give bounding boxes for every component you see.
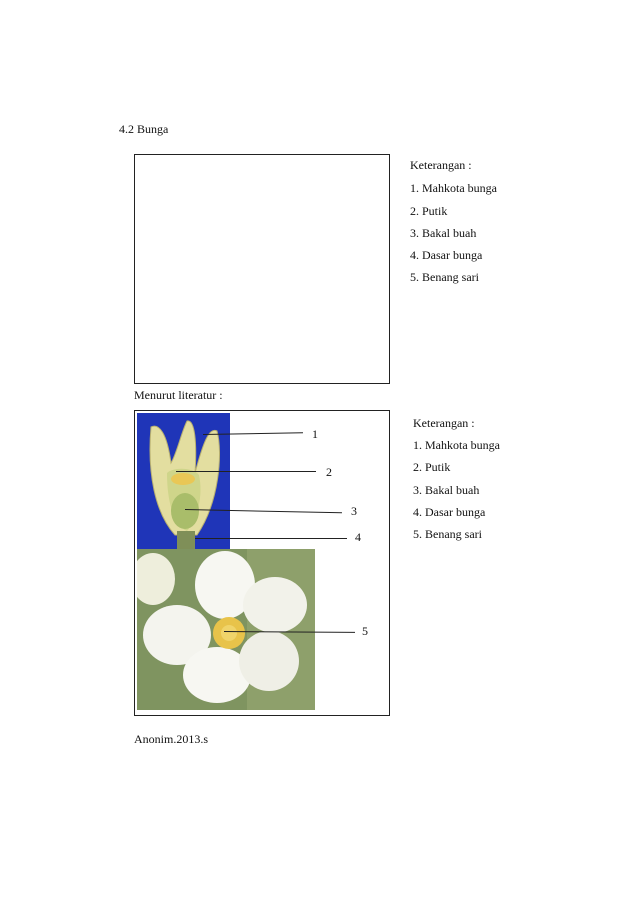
observation-legend-item: 5. Benang sari — [410, 270, 479, 284]
observation-legend-title: Keterangan : — [410, 158, 472, 172]
literature-legend-item: 5. Benang sari — [413, 527, 482, 541]
callout-number-2: 2 — [326, 465, 332, 479]
observation-legend-item: 4. Dasar bunga — [410, 248, 483, 262]
callout-number-1: 1 — [312, 427, 318, 441]
section-title: 4.2 Bunga — [119, 122, 169, 136]
observation-legend-item: 3. Bakal buah — [410, 226, 477, 240]
callout-number-3: 3 — [351, 504, 357, 518]
literature-legend-item: 2. Putik — [413, 460, 451, 474]
open-flower-photo — [137, 549, 315, 710]
literature-legend-item: 1. Mahkota bunga — [413, 438, 500, 452]
callout-line-2 — [176, 471, 316, 472]
observation-legend-item: 2. Putik — [410, 204, 448, 218]
literature-legend-item: 4. Dasar bunga — [413, 505, 486, 519]
callout-number-5: 5 — [362, 624, 368, 638]
callout-number-4: 4 — [355, 530, 361, 544]
literature-heading: Menurut literatur : — [134, 388, 223, 402]
literature-legend-title: Keterangan : — [413, 416, 475, 430]
source-citation: Anonim.2013.s — [134, 732, 209, 746]
literature-legend-item: 3. Bakal buah — [413, 483, 480, 497]
callout-line-4 — [195, 538, 347, 539]
observation-image-box — [134, 154, 390, 384]
observation-legend-item: 1. Mahkota bunga — [410, 181, 497, 195]
